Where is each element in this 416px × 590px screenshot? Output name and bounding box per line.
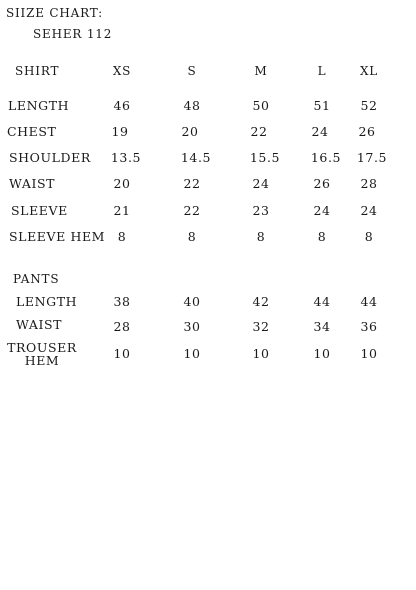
- shirt-cell: 48: [183, 98, 201, 113]
- pants-cell: 10: [113, 346, 131, 361]
- shirt-cell: 20: [181, 124, 199, 139]
- shirt-cell: 22: [183, 176, 201, 191]
- pants-cell: 10: [183, 346, 201, 361]
- shirt-cell: 13.5: [110, 150, 142, 165]
- shirt-row-label: WAIST: [9, 176, 56, 191]
- shirt-cell: 26: [358, 124, 376, 139]
- pants-cell: 38: [113, 294, 131, 309]
- shirt-cell: 46: [113, 98, 131, 113]
- pants-row-label-line2: HEM: [24, 353, 60, 368]
- shirt-cell: 24: [360, 203, 378, 218]
- size-header-s: S: [187, 64, 197, 78]
- pants-cell: 36: [360, 319, 378, 334]
- pants-cell: 34: [313, 319, 331, 334]
- pants-cell: 30: [183, 319, 201, 334]
- pants-cell: 40: [183, 294, 201, 309]
- shirt-cell: 24: [311, 124, 329, 139]
- shirt-cell: 26: [313, 176, 331, 191]
- shirt-cell: 8: [364, 229, 374, 244]
- shirt-cell: 23: [252, 203, 270, 218]
- pants-cell: 10: [313, 346, 331, 361]
- shirt-cell: 14.5: [180, 150, 212, 165]
- shirt-cell: 24: [252, 176, 270, 191]
- size-header-m: M: [254, 64, 268, 78]
- shirt-row-label: CHEST: [7, 124, 57, 139]
- shirt-cell: 15.5: [249, 150, 281, 165]
- shirt-row-label: SHOULDER: [9, 150, 91, 165]
- shirt-row-label: LENGTH: [8, 98, 70, 113]
- shirt-section-label: SHIRT: [15, 64, 60, 78]
- shirt-cell: 24: [313, 203, 331, 218]
- pants-cell: 10: [360, 346, 378, 361]
- shirt-row-label: SLEEVE HEM: [9, 229, 106, 244]
- shirt-cell: 50: [252, 98, 270, 113]
- shirt-cell: 51: [313, 98, 331, 113]
- shirt-cell: 28: [360, 176, 378, 191]
- pants-row-label-line1: TROUSER: [7, 340, 77, 355]
- size-header-l: L: [317, 64, 327, 78]
- shirt-row-label: SLEEVE: [11, 203, 68, 218]
- pants-section-label: PANTS: [13, 272, 60, 286]
- shirt-cell: 8: [256, 229, 266, 244]
- shirt-cell: 8: [187, 229, 197, 244]
- product-code: SEHER 112: [33, 27, 113, 41]
- pants-cell: 44: [313, 294, 331, 309]
- shirt-cell: 8: [317, 229, 327, 244]
- pants-row-label: WAIST: [16, 317, 63, 332]
- size-header-xl: XL: [359, 64, 379, 78]
- pants-row-label: LENGTH: [16, 294, 78, 309]
- shirt-cell: 52: [360, 98, 378, 113]
- shirt-cell: 8: [117, 229, 127, 244]
- pants-cell: 32: [252, 319, 270, 334]
- shirt-cell: 17.5: [356, 150, 388, 165]
- pants-cell: 10: [252, 346, 270, 361]
- size-header-xs: XS: [112, 64, 132, 78]
- pants-cell: 28: [113, 319, 131, 334]
- pants-cell: 42: [252, 294, 270, 309]
- shirt-cell: 16.5: [310, 150, 342, 165]
- size-chart-title: SIIZE CHART:: [6, 6, 103, 20]
- shirt-cell: 22: [183, 203, 201, 218]
- shirt-cell: 22: [250, 124, 268, 139]
- pants-cell: 44: [360, 294, 378, 309]
- shirt-cell: 20: [113, 176, 131, 191]
- shirt-cell: 19: [111, 124, 129, 139]
- shirt-cell: 21: [113, 203, 131, 218]
